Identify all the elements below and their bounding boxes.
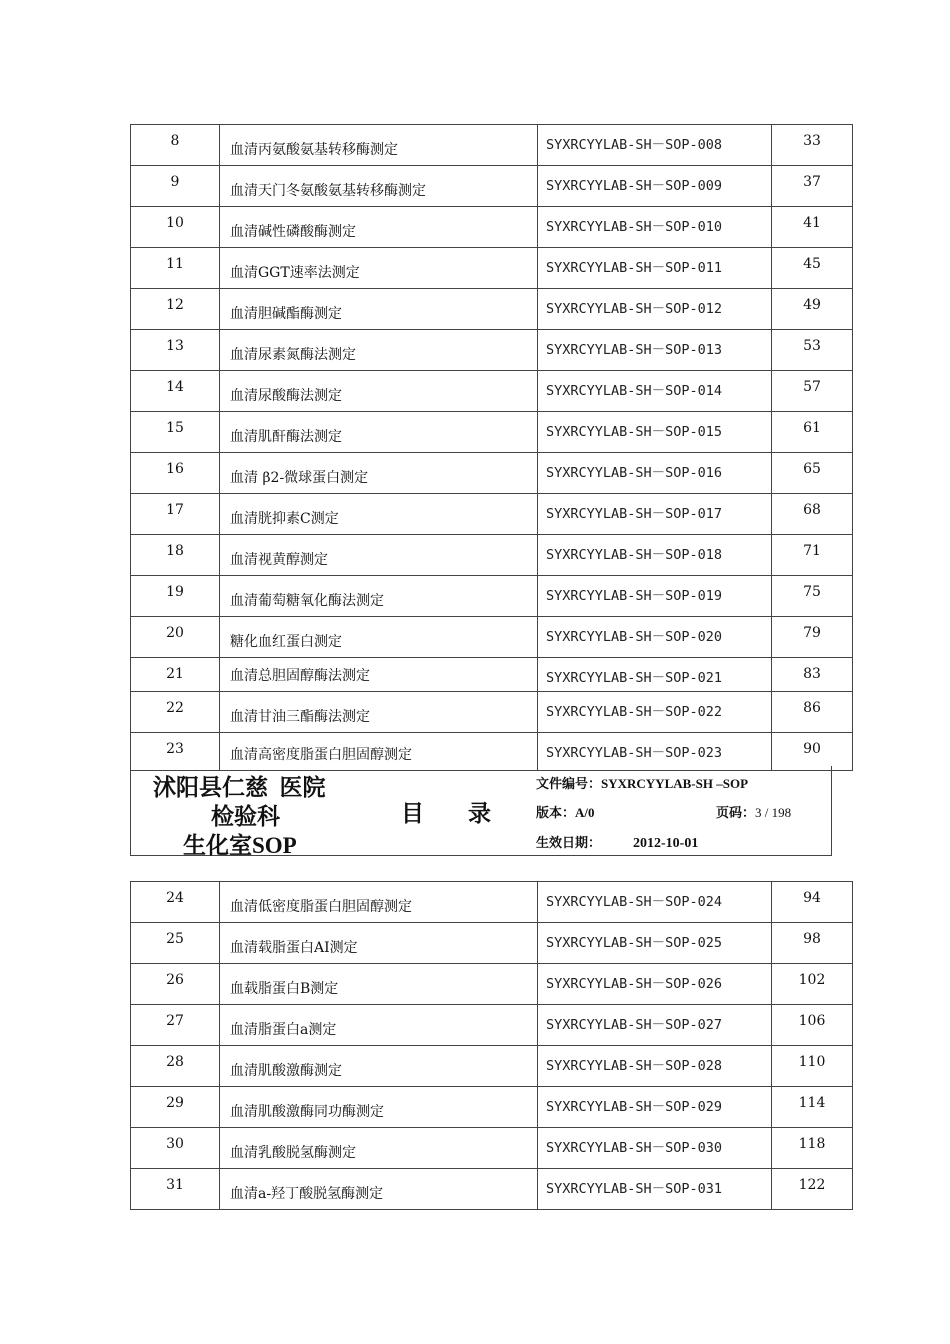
page-number-cell [772, 882, 853, 923]
item-number-cell [131, 371, 220, 412]
page-number-cell [772, 658, 853, 692]
item-name-cell [220, 371, 538, 412]
document-code-cell [538, 453, 772, 494]
item-name-cell [220, 494, 538, 535]
table-row [131, 923, 853, 964]
item-name-cell [220, 692, 538, 733]
version-value: A/0 [575, 805, 595, 820]
document-code: SYXRCYYLAB-SH－SOP-029 [546, 1099, 723, 1115]
page-number: 94 [803, 890, 821, 906]
table-row [131, 494, 853, 535]
file-number-value: SYXRCYYLAB-SH –SOP [601, 776, 749, 791]
item-number: 25 [166, 931, 184, 947]
item-name: 血清胱抑素C测定 [230, 511, 339, 527]
version [536, 802, 595, 821]
document-code: SYXRCYYLAB-SH－SOP-027 [546, 1017, 723, 1033]
document-code: SYXRCYYLAB-SH－SOP-014 [546, 383, 723, 399]
page-number: 118 [798, 1136, 826, 1152]
page-number: 33 [803, 133, 821, 149]
document-code-cell [538, 166, 772, 207]
item-number-cell [131, 1087, 220, 1128]
item-number: 16 [166, 461, 184, 477]
table-row [131, 1005, 853, 1046]
item-name: 血清乳酸脱氢酶测定 [230, 1145, 356, 1161]
page-number-cell [772, 1169, 853, 1210]
item-number-cell [131, 692, 220, 733]
table-row [131, 453, 853, 494]
item-number-cell [131, 1128, 220, 1169]
document-code: SYXRCYYLAB-SH－SOP-025 [546, 935, 723, 951]
page-number-cell [772, 1005, 853, 1046]
page-number-cell [772, 289, 853, 330]
document-code: SYXRCYYLAB-SH－SOP-016 [546, 465, 723, 481]
toc-table-upper [130, 124, 853, 771]
item-number-cell [131, 125, 220, 166]
item-number: 20 [166, 625, 184, 641]
document-code-cell [538, 1087, 772, 1128]
document-code: SYXRCYYLAB-SH－SOP-019 [546, 588, 723, 604]
item-name-cell [220, 207, 538, 248]
item-number: 8 [170, 133, 180, 149]
document-header [130, 766, 832, 856]
document-code-cell [538, 330, 772, 371]
hospital-name: 沭阳县仁慈 医院 [153, 775, 326, 800]
item-name-cell [220, 658, 538, 692]
page-number: 83 [803, 666, 821, 682]
item-name-cell [220, 1005, 538, 1046]
document-code-cell [538, 535, 772, 576]
item-number-cell [131, 453, 220, 494]
table-row [131, 207, 853, 248]
effective-date [536, 832, 698, 852]
document-code-cell [538, 923, 772, 964]
item-name: 血载脂蛋白B测定 [230, 981, 339, 997]
effective-date-label: 生效日期： [536, 835, 602, 850]
item-number-cell [131, 289, 220, 330]
item-number-cell [131, 733, 220, 771]
item-number-cell [131, 412, 220, 453]
version-label: 版本： [536, 805, 576, 820]
item-name: 血清高密度脂蛋白胆固醇测定 [230, 747, 412, 763]
item-name: 血清胆碱酯酶测定 [230, 306, 342, 322]
table-row [131, 289, 853, 330]
item-number-cell [131, 166, 220, 207]
item-name-cell [220, 1087, 538, 1128]
document-code-cell [538, 207, 772, 248]
page-number: 49 [803, 297, 821, 313]
document-code: SYXRCYYLAB-SH－SOP-023 [546, 745, 723, 761]
document-title: 目录 [401, 801, 535, 826]
page-number-cell [772, 166, 853, 207]
document-code: SYXRCYYLAB-SH－SOP-031 [546, 1181, 723, 1197]
page-number: 45 [803, 256, 821, 272]
item-name-cell [220, 248, 538, 289]
item-name: 血清a-羟丁酸脱氢酶测定 [230, 1186, 384, 1202]
table-row [131, 1169, 853, 1210]
item-name: 血清低密度脂蛋白胆固醇测定 [230, 899, 412, 915]
document-code: SYXRCYYLAB-SH－SOP-021 [546, 670, 723, 686]
item-name-cell [220, 289, 538, 330]
page-number-cell [772, 535, 853, 576]
page-number: 57 [803, 379, 821, 395]
page-number-cell [772, 1046, 853, 1087]
item-number-cell [131, 330, 220, 371]
table-row [131, 330, 853, 371]
item-name: 糖化血红蛋白测定 [230, 634, 342, 650]
item-number: 9 [170, 174, 180, 190]
table-row [131, 658, 853, 692]
page-number-cell [772, 923, 853, 964]
file-number-label: 文件编号： [536, 776, 602, 791]
item-name-cell [220, 733, 538, 771]
document-code: SYXRCYYLAB-SH－SOP-015 [546, 424, 723, 440]
document-code: SYXRCYYLAB-SH－SOP-024 [546, 894, 723, 910]
page-number: 114 [798, 1095, 826, 1111]
page-number-cell [772, 1087, 853, 1128]
item-number-cell [131, 658, 220, 692]
page-number: 106 [798, 1013, 826, 1029]
document-code-cell [538, 617, 772, 658]
item-number: 10 [166, 215, 184, 231]
document-code-cell [538, 964, 772, 1005]
document-code-cell [538, 1005, 772, 1046]
page-number: 75 [803, 584, 821, 600]
item-number: 31 [166, 1177, 184, 1193]
document-code-cell [538, 1128, 772, 1169]
document-code-cell [538, 1046, 772, 1087]
item-number-cell [131, 1169, 220, 1210]
effective-date-value: 2012-10-01 [633, 836, 699, 851]
table-row [131, 733, 853, 771]
item-name-cell [220, 964, 538, 1005]
page-number: 37 [803, 174, 821, 190]
item-name-cell [220, 125, 538, 166]
document-code: SYXRCYYLAB-SH－SOP-026 [546, 976, 723, 992]
page-number: 98 [803, 931, 821, 947]
page-number [716, 802, 791, 821]
item-number: 19 [166, 584, 184, 600]
item-number: 18 [166, 543, 184, 559]
item-name: 血清视黄醇测定 [230, 552, 328, 568]
document-code-cell [538, 658, 772, 692]
item-name: 血清GGT速率法测定 [230, 265, 360, 281]
document-code-cell [538, 125, 772, 166]
item-name: 血清肌酸激酶同功酶测定 [230, 1104, 384, 1120]
page-number: 68 [803, 502, 821, 518]
page-number-cell [772, 453, 853, 494]
table-row [131, 1087, 853, 1128]
page-number: 71 [803, 543, 821, 559]
lab-room-name: 生化室SOP [183, 833, 297, 858]
item-name: 血清丙氨酸氨基转移酶测定 [230, 142, 398, 158]
document-code: SYXRCYYLAB-SH－SOP-010 [546, 219, 723, 235]
item-name-cell [220, 535, 538, 576]
document-code-cell [538, 1169, 772, 1210]
page-number-cell [772, 1128, 853, 1169]
table-row [131, 882, 853, 923]
department-name: 检验科 [211, 804, 280, 829]
page-number: 110 [798, 1054, 826, 1070]
page-number: 86 [803, 700, 821, 716]
item-number: 29 [166, 1095, 184, 1111]
item-name: 血清葡萄糖氧化酶法测定 [230, 593, 384, 609]
page-number: 102 [798, 972, 826, 988]
page-number: 65 [803, 461, 821, 477]
document-code-cell [538, 576, 772, 617]
page-number-cell [772, 412, 853, 453]
page-number-cell [772, 733, 853, 771]
table-row [131, 125, 853, 166]
document-code: SYXRCYYLAB-SH－SOP-017 [546, 506, 723, 522]
page-number-cell [772, 576, 853, 617]
page-number: 90 [803, 741, 821, 757]
item-name: 血清 β2-微球蛋白测定 [230, 470, 369, 486]
document-code: SYXRCYYLAB-SH－SOP-022 [546, 704, 723, 720]
page-number: 122 [798, 1177, 826, 1193]
item-number-cell [131, 1005, 220, 1046]
table-row [131, 535, 853, 576]
item-number: 14 [166, 379, 184, 395]
table-row [131, 1128, 853, 1169]
document-code: SYXRCYYLAB-SH－SOP-013 [546, 342, 723, 358]
item-name-cell [220, 1169, 538, 1210]
item-number: 23 [166, 741, 184, 757]
page-number: 79 [803, 625, 821, 641]
item-number: 22 [166, 700, 184, 716]
item-number-cell [131, 576, 220, 617]
item-number: 11 [166, 256, 184, 272]
item-name: 血清脂蛋白a测定 [230, 1022, 337, 1038]
item-name: 血清天门冬氨酸氨基转移酶测定 [230, 183, 426, 199]
page-number-cell [772, 207, 853, 248]
file-number [536, 773, 748, 792]
item-number-cell [131, 617, 220, 658]
table-row [131, 576, 853, 617]
item-name-cell [220, 576, 538, 617]
document-code-cell [538, 882, 772, 923]
item-name: 血清载脂蛋白AI测定 [230, 940, 358, 956]
document-code: SYXRCYYLAB-SH－SOP-012 [546, 301, 723, 317]
item-number: 28 [166, 1054, 184, 1070]
item-number-cell [131, 882, 220, 923]
item-number: 15 [166, 420, 184, 436]
item-number-cell [131, 923, 220, 964]
item-number: 24 [166, 890, 184, 906]
item-name-cell [220, 166, 538, 207]
item-name-cell [220, 412, 538, 453]
item-name-cell [220, 1046, 538, 1087]
item-number-cell [131, 1046, 220, 1087]
item-number-cell [131, 248, 220, 289]
page-number: 61 [803, 420, 821, 436]
table-row [131, 412, 853, 453]
item-name-cell [220, 330, 538, 371]
page-number: 53 [803, 338, 821, 354]
item-name-cell [220, 923, 538, 964]
item-name-cell [220, 453, 538, 494]
item-number: 17 [166, 502, 184, 518]
item-name: 血清碱性磷酸酶测定 [230, 224, 356, 240]
document-code-cell [538, 289, 772, 330]
page-number-cell [772, 371, 853, 412]
item-name-cell [220, 882, 538, 923]
item-number: 12 [166, 297, 184, 313]
item-number-cell [131, 207, 220, 248]
document-code-cell [538, 733, 772, 771]
item-name-cell [220, 1128, 538, 1169]
item-number: 13 [166, 338, 184, 354]
page-number: 41 [803, 215, 821, 231]
document-code-cell [538, 692, 772, 733]
document-code: SYXRCYYLAB-SH－SOP-020 [546, 629, 723, 645]
table-row [131, 1046, 853, 1087]
item-number-cell [131, 964, 220, 1005]
page-number-cell [772, 248, 853, 289]
document-code-cell [538, 412, 772, 453]
table-row [131, 166, 853, 207]
page-number-cell [772, 125, 853, 166]
table-row [131, 248, 853, 289]
document-code: SYXRCYYLAB-SH－SOP-008 [546, 137, 723, 153]
table-row [131, 371, 853, 412]
table-row [131, 692, 853, 733]
item-name: 血清尿酸酶法测定 [230, 388, 342, 404]
toc-table-lower [130, 881, 853, 1210]
table-row [131, 617, 853, 658]
item-number: 30 [166, 1136, 184, 1152]
page-number-value: 3 / 198 [755, 805, 792, 820]
page-number-cell [772, 964, 853, 1005]
page-number-cell [772, 330, 853, 371]
item-number-cell [131, 494, 220, 535]
item-number-cell [131, 535, 220, 576]
document-code-cell [538, 494, 772, 535]
item-name: 血清甘油三酯酶法测定 [230, 709, 370, 725]
document-code: SYXRCYYLAB-SH－SOP-018 [546, 547, 723, 563]
document-code: SYXRCYYLAB-SH－SOP-030 [546, 1140, 723, 1156]
page-number-label: 页码： [716, 805, 756, 820]
document-code: SYXRCYYLAB-SH－SOP-011 [546, 260, 723, 276]
item-name: 血清尿素氮酶法测定 [230, 347, 356, 363]
item-number: 21 [166, 666, 184, 682]
document-code-cell [538, 371, 772, 412]
item-name: 血清肌酸激酶测定 [230, 1063, 342, 1079]
page-number-cell [772, 692, 853, 733]
item-number: 27 [166, 1013, 184, 1029]
item-name: 血清肌酐酶法测定 [230, 429, 342, 445]
item-number: 26 [166, 972, 184, 988]
document-code-cell [538, 248, 772, 289]
document-code: SYXRCYYLAB-SH－SOP-028 [546, 1058, 723, 1074]
item-name: 血清总胆固醇酶法测定 [230, 668, 370, 684]
page-number-cell [772, 494, 853, 535]
item-name-cell [220, 617, 538, 658]
table-row [131, 964, 853, 1005]
page-number-cell [772, 617, 853, 658]
document-code: SYXRCYYLAB-SH－SOP-009 [546, 178, 723, 194]
